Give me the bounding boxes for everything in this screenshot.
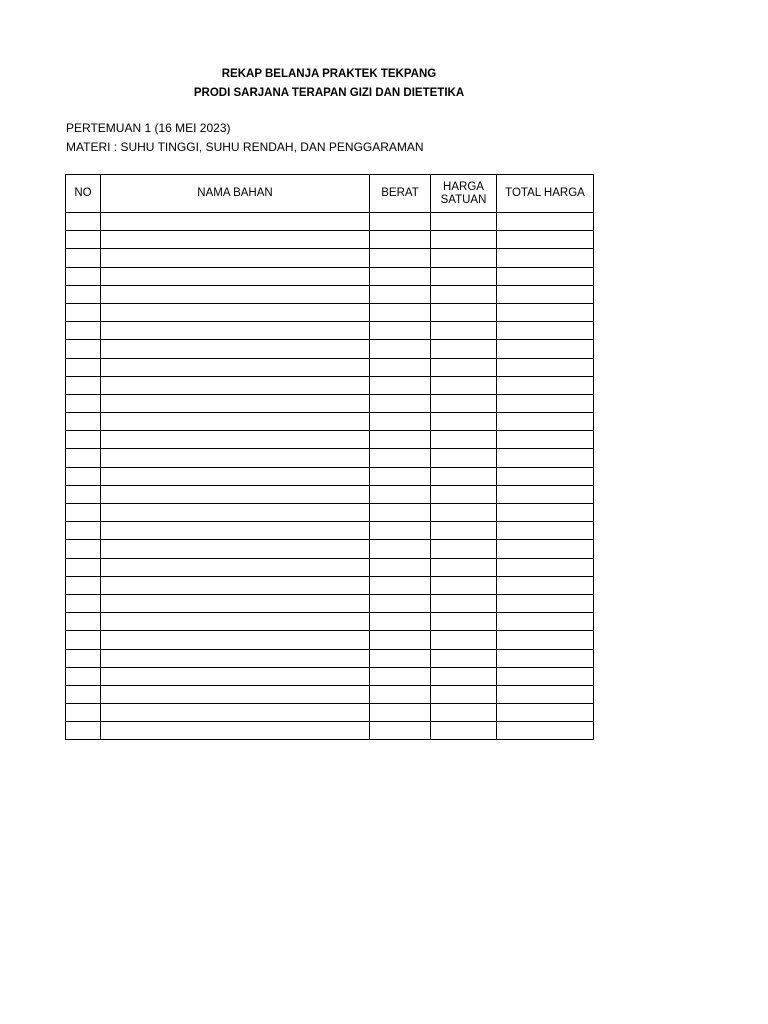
cell-item-name xyxy=(101,340,370,358)
table-row xyxy=(66,576,594,594)
table-row xyxy=(66,376,594,394)
cell-weight xyxy=(370,594,431,612)
cell-total-price xyxy=(497,685,594,703)
table-row xyxy=(66,303,594,321)
cell-weight xyxy=(370,303,431,321)
cell-no xyxy=(66,340,101,358)
cell-total-price xyxy=(497,322,594,340)
cell-weight xyxy=(370,504,431,522)
cell-total-price xyxy=(497,285,594,303)
cell-item-name xyxy=(101,213,370,231)
cell-no xyxy=(66,467,101,485)
table-row xyxy=(66,613,594,631)
cell-total-price xyxy=(497,394,594,412)
cell-total-price xyxy=(497,558,594,576)
cell-weight xyxy=(370,231,431,249)
table-row xyxy=(66,394,594,412)
cell-no xyxy=(66,249,101,267)
cell-weight xyxy=(370,685,431,703)
cell-item-name xyxy=(101,613,370,631)
cell-unit-price xyxy=(431,522,497,540)
cell-item-name xyxy=(101,358,370,376)
cell-no xyxy=(66,594,101,612)
cell-weight xyxy=(370,540,431,558)
cell-total-price xyxy=(497,704,594,722)
cell-weight xyxy=(370,376,431,394)
cell-item-name xyxy=(101,394,370,412)
cell-weight xyxy=(370,722,431,740)
cell-total-price xyxy=(497,649,594,667)
table-row xyxy=(66,685,594,703)
cell-no xyxy=(66,449,101,467)
cell-unit-price xyxy=(431,576,497,594)
cell-weight xyxy=(370,358,431,376)
cell-item-name xyxy=(101,631,370,649)
cell-total-price xyxy=(497,540,594,558)
cell-no xyxy=(66,303,101,321)
cell-total-price xyxy=(497,431,594,449)
table-row xyxy=(66,249,594,267)
cell-unit-price xyxy=(431,667,497,685)
cell-weight xyxy=(370,249,431,267)
cell-total-price xyxy=(497,667,594,685)
cell-item-name xyxy=(101,540,370,558)
cell-item-name xyxy=(101,376,370,394)
cell-total-price xyxy=(497,504,594,522)
document-subtitle: PRODI SARJANA TERAPAN GIZI DAN DIETETIKA xyxy=(193,87,465,99)
cell-weight xyxy=(370,213,431,231)
cell-item-name xyxy=(101,504,370,522)
cell-item-name xyxy=(101,704,370,722)
cell-item-name xyxy=(101,594,370,612)
table-row xyxy=(66,340,594,358)
cell-weight xyxy=(370,413,431,431)
cell-unit-price xyxy=(431,431,497,449)
cell-no xyxy=(66,394,101,412)
table-row xyxy=(66,667,594,685)
table-row xyxy=(66,631,594,649)
cell-unit-price xyxy=(431,704,497,722)
table-row xyxy=(66,231,594,249)
cell-total-price xyxy=(497,249,594,267)
cell-no xyxy=(66,504,101,522)
table-row xyxy=(66,540,594,558)
cell-weight xyxy=(370,631,431,649)
cell-unit-price xyxy=(431,685,497,703)
document-title: REKAP BELANJA PRAKTEK TEKPANG xyxy=(221,68,437,80)
cell-no xyxy=(66,540,101,558)
unit-price-label-line2: SATUAN xyxy=(440,193,487,206)
cell-item-name xyxy=(101,558,370,576)
column-header-weight: BERAT xyxy=(370,175,431,213)
cell-item-name xyxy=(101,667,370,685)
table-row xyxy=(66,322,594,340)
cell-item-name xyxy=(101,285,370,303)
cell-no xyxy=(66,322,101,340)
cell-unit-price xyxy=(431,449,497,467)
cell-total-price xyxy=(497,594,594,612)
cell-item-name xyxy=(101,449,370,467)
cell-weight xyxy=(370,649,431,667)
cell-unit-price xyxy=(431,649,497,667)
cell-item-name xyxy=(101,322,370,340)
cell-total-price xyxy=(497,213,594,231)
cell-weight xyxy=(370,285,431,303)
cell-item-name xyxy=(101,249,370,267)
cell-no xyxy=(66,704,101,722)
cell-unit-price xyxy=(431,249,497,267)
cell-weight xyxy=(370,467,431,485)
cell-unit-price xyxy=(431,722,497,740)
cell-unit-price xyxy=(431,358,497,376)
table-row xyxy=(66,449,594,467)
cell-total-price xyxy=(497,340,594,358)
cell-item-name xyxy=(101,231,370,249)
table-row xyxy=(66,504,594,522)
cell-item-name xyxy=(101,303,370,321)
cell-item-name xyxy=(101,522,370,540)
column-header-unit-price xyxy=(431,175,497,213)
cell-no xyxy=(66,631,101,649)
cell-unit-price xyxy=(431,631,497,649)
cell-unit-price xyxy=(431,213,497,231)
cell-item-name xyxy=(101,576,370,594)
cell-unit-price xyxy=(431,413,497,431)
cell-weight xyxy=(370,485,431,503)
cell-no xyxy=(66,413,101,431)
cell-unit-price xyxy=(431,594,497,612)
column-header-item-name: NAMA BAHAN xyxy=(101,175,370,213)
cell-no xyxy=(66,231,101,249)
cell-total-price xyxy=(497,631,594,649)
cell-item-name xyxy=(101,649,370,667)
cell-item-name xyxy=(101,467,370,485)
cell-weight xyxy=(370,667,431,685)
cell-unit-price xyxy=(431,485,497,503)
cell-unit-price xyxy=(431,322,497,340)
table-row xyxy=(66,649,594,667)
table-row xyxy=(66,558,594,576)
cell-weight xyxy=(370,431,431,449)
cell-item-name xyxy=(101,722,370,740)
cell-total-price xyxy=(497,376,594,394)
cell-weight xyxy=(370,394,431,412)
cell-weight xyxy=(370,558,431,576)
cell-weight xyxy=(370,322,431,340)
cell-total-price xyxy=(497,613,594,631)
cell-weight xyxy=(370,340,431,358)
cell-total-price xyxy=(497,722,594,740)
cell-no xyxy=(66,358,101,376)
cell-total-price xyxy=(497,413,594,431)
table-row xyxy=(66,485,594,503)
cell-no xyxy=(66,485,101,503)
cell-total-price xyxy=(497,358,594,376)
column-header-no: NO xyxy=(66,175,101,213)
cell-no xyxy=(66,649,101,667)
table-row xyxy=(66,594,594,612)
meeting-label: PERTEMUAN 1 (16 MEI 2023) xyxy=(66,121,231,135)
table-row xyxy=(66,358,594,376)
cell-weight xyxy=(370,522,431,540)
cell-total-price xyxy=(497,467,594,485)
shopping-recap-table xyxy=(65,174,594,740)
table-row xyxy=(66,431,594,449)
cell-total-price xyxy=(497,485,594,503)
cell-unit-price xyxy=(431,303,497,321)
table-row xyxy=(66,267,594,285)
table-body xyxy=(66,213,594,740)
cell-total-price xyxy=(497,522,594,540)
cell-unit-price xyxy=(431,540,497,558)
cell-weight xyxy=(370,449,431,467)
cell-no xyxy=(66,522,101,540)
table-row xyxy=(66,467,594,485)
table-row xyxy=(66,413,594,431)
cell-item-name xyxy=(101,267,370,285)
cell-no xyxy=(66,285,101,303)
cell-no xyxy=(66,267,101,285)
table-row xyxy=(66,722,594,740)
table-row xyxy=(66,213,594,231)
cell-no xyxy=(66,685,101,703)
cell-unit-price xyxy=(431,285,497,303)
cell-no xyxy=(66,576,101,594)
table-header-row xyxy=(66,175,594,213)
cell-item-name xyxy=(101,413,370,431)
subject-label: MATERI : SUHU TINGGI, SUHU RENDAH, DAN PENGGARAMAN xyxy=(66,140,424,154)
cell-item-name xyxy=(101,485,370,503)
cell-total-price xyxy=(497,576,594,594)
cell-unit-price xyxy=(431,558,497,576)
table-row xyxy=(66,285,594,303)
cell-weight xyxy=(370,704,431,722)
table-row xyxy=(66,522,594,540)
cell-total-price xyxy=(497,449,594,467)
cell-weight xyxy=(370,267,431,285)
cell-weight xyxy=(370,576,431,594)
cell-no xyxy=(66,722,101,740)
cell-no xyxy=(66,667,101,685)
cell-unit-price xyxy=(431,376,497,394)
cell-no xyxy=(66,613,101,631)
cell-no xyxy=(66,558,101,576)
cell-no xyxy=(66,376,101,394)
cell-weight xyxy=(370,613,431,631)
cell-unit-price xyxy=(431,340,497,358)
cell-unit-price xyxy=(431,394,497,412)
cell-unit-price xyxy=(431,467,497,485)
cell-unit-price xyxy=(431,613,497,631)
cell-total-price xyxy=(497,231,594,249)
cell-unit-price xyxy=(431,267,497,285)
table-row xyxy=(66,704,594,722)
cell-item-name xyxy=(101,685,370,703)
cell-total-price xyxy=(497,303,594,321)
unit-price-label-line1: HARGA xyxy=(443,180,484,193)
column-header-total-price: TOTAL HARGA xyxy=(497,175,594,213)
cell-unit-price xyxy=(431,504,497,522)
cell-no xyxy=(66,431,101,449)
cell-total-price xyxy=(497,267,594,285)
cell-unit-price xyxy=(431,231,497,249)
cell-no xyxy=(66,213,101,231)
cell-item-name xyxy=(101,431,370,449)
